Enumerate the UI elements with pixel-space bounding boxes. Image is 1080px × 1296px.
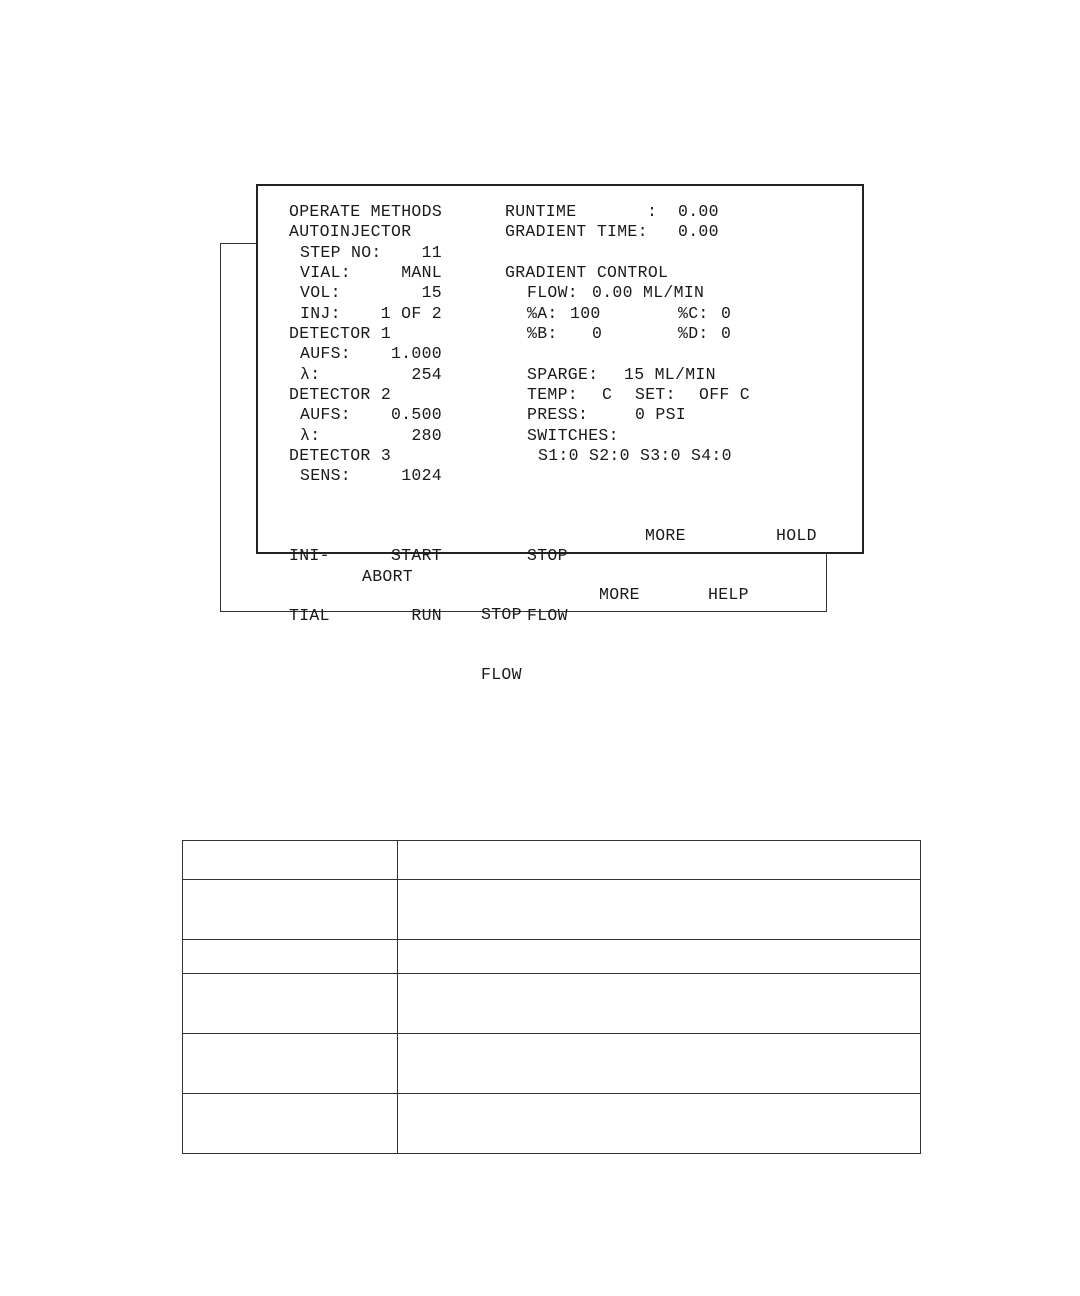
switches-label: SWITCHES:: [527, 426, 619, 445]
softkey-hold[interactable]: [776, 526, 817, 546]
reference-table: [182, 840, 921, 1154]
table-cell: [398, 841, 921, 880]
detector3-sens-label: SENS:: [300, 466, 352, 485]
pct-c-label: %C:: [678, 304, 709, 323]
pct-d-label: %D:: [678, 324, 709, 343]
screen-title: OPERATE METHODS: [289, 202, 443, 221]
vol-label: VOL:: [300, 283, 341, 302]
table-cell: [183, 880, 398, 940]
detector3-heading: DETECTOR 3: [289, 446, 392, 465]
table-cell: [398, 880, 921, 940]
detector1-aufs-label: AUFS:: [300, 344, 352, 363]
pct-a-value: 100: [570, 304, 601, 323]
table-cell: [398, 940, 921, 974]
table-cell: [398, 1094, 921, 1154]
inj-label: INJ:: [300, 304, 341, 323]
table-cell: [183, 1034, 398, 1094]
softkey-more[interactable]: [645, 526, 686, 546]
softkey-stop-flow-back[interactable]: [481, 565, 522, 725]
table-row: [183, 974, 921, 1034]
table-row: [183, 841, 921, 880]
softkey-help[interactable]: [708, 585, 749, 605]
pct-b-label: %B:: [527, 324, 558, 343]
table-row: [183, 940, 921, 974]
table-cell: [398, 1034, 921, 1094]
detector2-heading: DETECTOR 2: [289, 385, 392, 404]
detector1-aufs-value: 1.000: [390, 344, 442, 363]
temp-set-value: OFF C: [699, 385, 751, 404]
table-row: [183, 1094, 921, 1154]
softkey-label-line1: STOP: [527, 546, 568, 565]
pct-d-value: 0: [721, 324, 732, 343]
switches-value: S1:0 S2:0 S3:0 S4:0: [538, 446, 732, 465]
vial-value: MANL: [401, 263, 442, 282]
pct-b-value: 0: [592, 324, 603, 343]
softkey-label: HOLD: [776, 526, 817, 545]
autoinjector-heading: AUTOINJECTOR: [289, 222, 412, 241]
softkey-label: MORE: [645, 526, 686, 545]
softkey-initial[interactable]: [289, 506, 330, 666]
sparge-value: 15 ML/MIN: [624, 365, 716, 384]
table-cell: [183, 841, 398, 880]
softkey-label-line1: INI-: [289, 546, 330, 565]
table-row: [183, 1034, 921, 1094]
softkey-label: HELP: [708, 585, 749, 604]
runtime-separator: :: [647, 202, 658, 221]
detector1-lambda-label: λ:: [300, 365, 321, 384]
table-cell: [183, 940, 398, 974]
softkey-label-line2: FLOW: [527, 606, 568, 625]
vol-value: 15: [421, 283, 442, 302]
detector2-aufs-label: AUFS:: [300, 405, 352, 424]
runtime-label: RUNTIME: [505, 202, 577, 221]
pct-c-value: 0: [721, 304, 732, 323]
press-label: PRESS:: [527, 405, 589, 424]
step-no-label: STEP NO:: [300, 243, 382, 262]
table-cell: [183, 1094, 398, 1154]
detector1-heading: DETECTOR 1: [289, 324, 392, 343]
gradient-time-value: 0.00: [678, 222, 719, 241]
softkey-label-line1: STOP: [481, 605, 522, 624]
temp-value: C: [602, 385, 613, 404]
softkey-label-line1: START: [390, 546, 442, 565]
detector3-sens-value: 1024: [401, 466, 442, 485]
table-cell: [183, 974, 398, 1034]
gradient-time-label: GRADIENT TIME:: [505, 222, 648, 241]
softkey-stop-flow[interactable]: [527, 506, 568, 666]
gradient-control-heading: GRADIENT CONTROL: [505, 263, 669, 282]
vial-label: VIAL:: [300, 263, 352, 282]
softkey-label: ABORT: [362, 567, 414, 586]
temp-label: TEMP:: [527, 385, 579, 404]
detector2-lambda-label: λ:: [300, 426, 321, 445]
softkey-more-back[interactable]: [599, 585, 640, 605]
step-no-value: 11: [421, 243, 442, 262]
sparge-label: SPARGE:: [527, 365, 599, 384]
softkey-label-line2: RUN: [411, 606, 442, 625]
detector2-lambda-value: 280: [411, 426, 442, 445]
inj-value: 1 OF 2: [380, 304, 442, 323]
softkey-label-line2: TIAL: [289, 606, 330, 625]
table-row: [183, 880, 921, 940]
detector1-lambda-value: 254: [411, 365, 442, 384]
softkey-label-line2: FLOW: [481, 665, 522, 684]
detector2-aufs-value: 0.500: [390, 405, 442, 424]
flow-label: FLOW:: [527, 283, 579, 302]
table-cell: [398, 974, 921, 1034]
press-value: 0 PSI: [635, 405, 687, 424]
softkey-start-run[interactable]: [386, 506, 442, 666]
temp-set-label: SET:: [635, 385, 676, 404]
flow-value: 0.00 ML/MIN: [592, 283, 705, 302]
runtime-value: 0.00: [678, 202, 719, 221]
pct-a-label: %A:: [527, 304, 558, 323]
softkey-label: MORE: [599, 585, 640, 604]
